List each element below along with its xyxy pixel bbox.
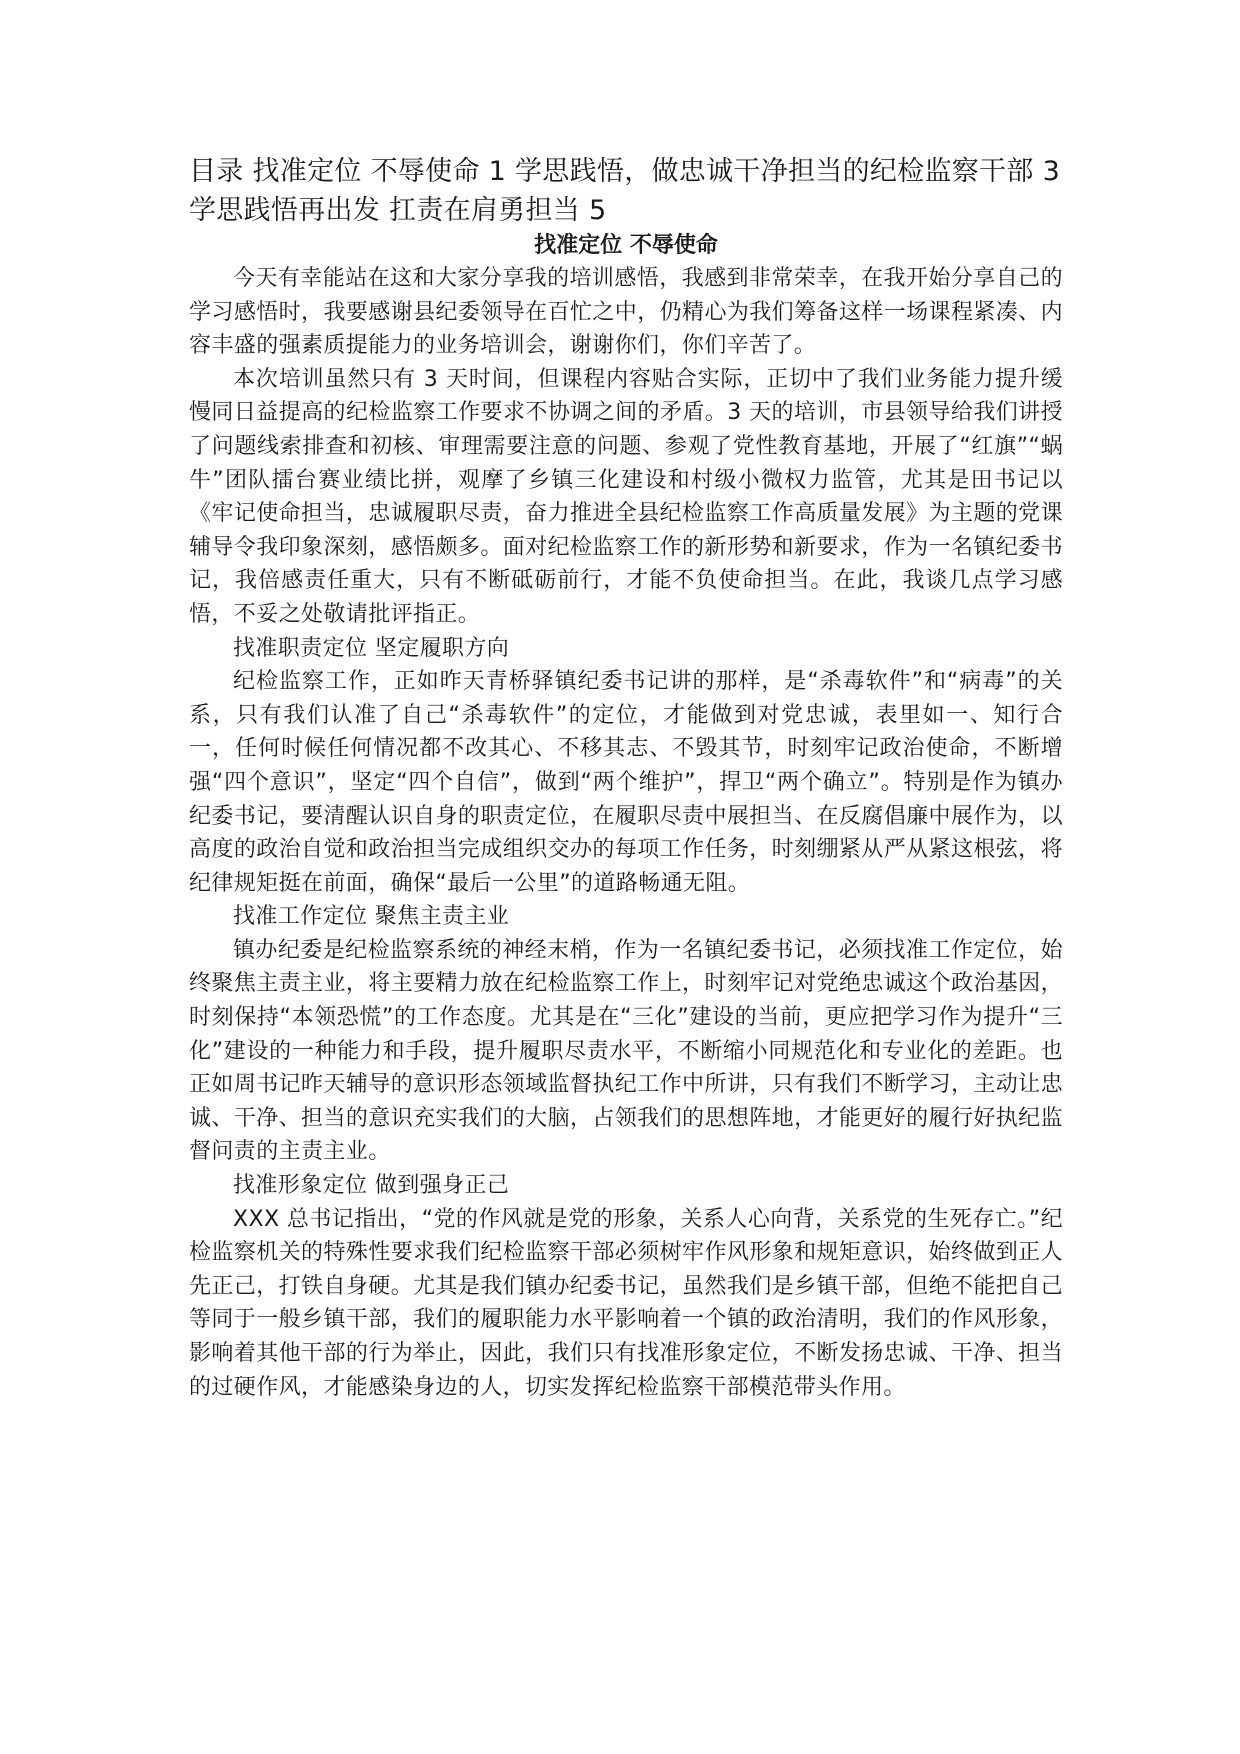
document-page <box>189 152 1063 1404</box>
intro-paragraph-1: 今天有幸能站在这和大家分享我的培训感悟，我感到非常荣幸，在我开始分享自己的学习感悟时，我要感谢县纪委领导在百忙之中，仍精心为我们筹备这样一场课程紧凑、内容丰盛的强素质提能力的业务培训会，谢谢你们，你们辛苦了。 <box>189 266 1063 359</box>
intro-paragraph-2: 本次培训虽然只有 3 天时间，但课程内容贴合实际，正切中了我们业务能力提升缓慢同日益提高的纪检监察工作要求不协调之间的矛盾。3 天的培训，市县领导给我们讲授了问题线索排查和初核、审理需要注意的问题、参观了党性教育基地，开展了“红旗”“蜗牛”团队擂台赛业绩比拼，观摩了乡镇三化建设和村级小微权力监管，尤其是田书记以《牢记使命担当，忠诚履职尽责，奋力推进全县纪检监察工作高质量发展》为主题的党课辅导令我印象深刻，感悟颇多。面对纪检监察工作的新形势和新要求，作为一名镇纪委书记，我倍感责任重大，只有不断砥砺前行，才能不负使命担当。在此，我谈几点学习感悟，不妥之处敬请批评指正。 <box>189 366 1063 627</box>
section-heading-duty: 找准职责定位 坚定履职方向 <box>233 635 510 661</box>
section-heading-image: 找准形象定位 做到强身正己 <box>233 1173 510 1199</box>
article-title: 找准定位 不辱使命 <box>534 233 718 258</box>
section-body-work: 镇办纪委是纪检监察系统的神经末梢，作为一名镇纪委书记，必须找准工作定位，始终聚焦主责主业，将主要精力放在纪检监察工作上，时刻牢记对党绝忠诚这个政治基因，时刻保持“本领恐慌”的工作态度。尤其是在“三化”建设的当前，更应把学习作为提升“三化”建设的一种能力和手段，提升履职尽责水平，不断缩小同规范化和专业化的差距。也正如周书记昨天辅导的意识形态领域监督执纪工作中所讲，只有我们不断学习，主动让忠诚、干净、担当的意识充实我们的大脑，占领我们的思想阵地，才能更好的履行好执纪监督问责的主责主业。 <box>189 937 1063 1165</box>
section-body-duty: 纪检监察工作，正如昨天青桥驿镇纪委书记讲的那样，是“杀毒软件”和“病毒”的关系，只有我们认准了自己“杀毒软件”的定位，才能做到对党忠诚，表里如一、知行合一，任何时候任何情况都不改其心、不移其志、不毁其节，时刻牢记政治使命，不断增强“四个意识”，坚定“四个自信”，做到“两个维护”，捍卫“两个确立”。特别是作为镇办纪委书记，要清醒认识自身的职责定位，在履职尽责中展担当、在反腐倡廉中展作为，以高度的政治自觉和政治担当完成组织交办的每项工作任务，时刻绷紧从严从紧这根弦，将纪律规矩挺在前面，确保“最后一公里”的道路畅通无阻。 <box>189 669 1063 896</box>
section-body-image: XXX 总书记指出，“党的作风就是党的形象，关系人心向背，关系党的生死存亡。”纪检监察机关的特殊性要求我们纪检监察干部必须树牢作风形象和规矩意识，始终做到正人先正己，打铁自身硬。尤其是我们镇办纪委书记，虽然我们是乡镇干部，但绝不能把自己等同于一般乡镇干部，我们的履职能力水平影响着一个镇的政治清明，我们的作风形象，影响着其他干部的行为举止，因此，我们只有找准形象定位，不断发扬忠诚、干净、担当的过硬作风，才能感染身边的人，切实发挥纪检监察干部模范带头作用。 <box>189 1206 1063 1400</box>
table-of-contents: 目录 找准定位 不辱使命 1 学思践悟，做忠诚干净担当的纪检监察干部 3 学思践悟再出发 扛责在肩勇担当 5 <box>189 156 1061 226</box>
section-heading-work: 找准工作定位 聚焦主责主业 <box>233 904 510 930</box>
